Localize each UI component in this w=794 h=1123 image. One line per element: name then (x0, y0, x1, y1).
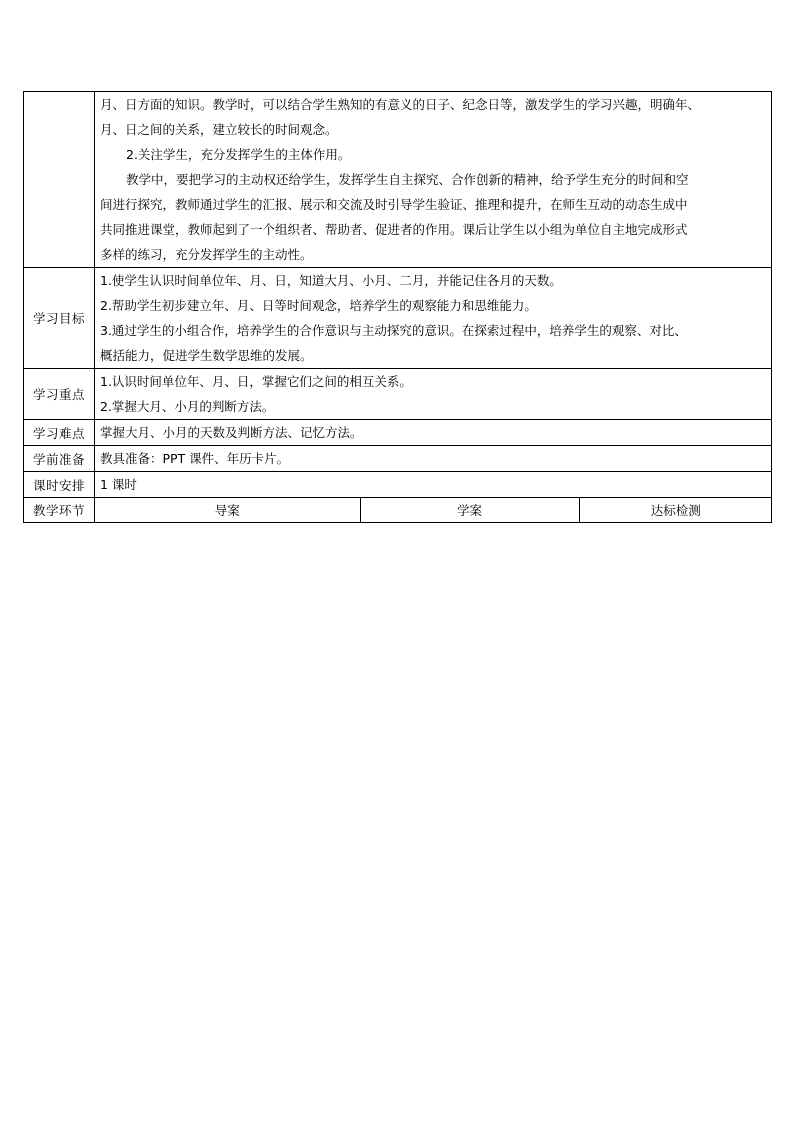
intro-line: 共同推进课堂，教师起到了一个组织者、帮助者、促进者的作用。课后让学生以小组为单位自主地完成形式 (100, 222, 688, 237)
column-study-plan: 学案 (360, 498, 579, 522)
steps-label: 教学环节 (24, 498, 95, 523)
preparation-content (95, 446, 772, 472)
difficulties-text: 掌握大月、小月的天数及判断方法、记忆方法。 (100, 425, 363, 440)
goal-item: 2.帮助学生初步建立年、月、日等时间观念，培养学生的观察能力和思维能力。 (100, 298, 537, 313)
intro-row (24, 92, 772, 268)
goals-content (95, 268, 772, 369)
goal-item: 3.通过学生的小组合作，培养学生的合作意识与主动探究的意识。在探索过程中，培养学生的观察、对比、 (100, 323, 687, 338)
schedule-label: 课时安排 (24, 472, 95, 498)
goal-item: 1.使学生认识时间单位年、月、日，知道大月、小月、二月，并能记住各月的天数。 (100, 273, 562, 288)
schedule-row (24, 472, 772, 498)
difficulties-label: 学习难点 (24, 420, 95, 446)
intro-label-cell (24, 92, 95, 268)
preparation-row (24, 446, 772, 472)
goal-item: 概括能力，促进学生数学思维的发展。 (100, 348, 313, 363)
schedule-text: 1 课时 (100, 477, 137, 492)
difficulties-content (95, 420, 772, 446)
preparation-label: 学前准备 (24, 446, 95, 472)
difficulties-row (24, 420, 772, 446)
goals-row (24, 268, 772, 369)
key-point-item: 2.掌握大月、小月的判断方法。 (100, 399, 275, 414)
key-points-content (95, 369, 772, 420)
steps-columns-cell (95, 498, 772, 523)
key-points-label: 学习重点 (24, 369, 95, 420)
intro-line: 间进行探究，教师通过学生的汇报、展示和交流及时引导学生验证、推理和提升，在师生互动的动态生成中 (100, 197, 688, 212)
intro-content (95, 92, 772, 268)
intro-line: 教学中，要把学习的主动权还给学生，发挥学生自主探究、合作创新的精神，给予学生充分的时间和空 (126, 172, 689, 187)
intro-line: 多样的练习，充分发挥学生的主动性。 (100, 247, 313, 262)
goals-label: 学习目标 (24, 268, 95, 369)
preparation-text: 教具准备：PPT 课件、年历卡片。 (100, 451, 290, 466)
intro-line: 月、日方面的知识。教学时，可以结合学生熟知的有意义的日子、纪念日等，激发学生的学习兴趣，明确年、 (100, 97, 701, 112)
lesson-plan-table (23, 91, 772, 523)
steps-columns (95, 498, 772, 522)
column-assessment: 达标检测 (579, 498, 772, 522)
key-points-row (24, 369, 772, 420)
intro-line: 2.关注学生，充分发挥学生的主体作用。 (126, 147, 351, 162)
column-guide-plan: 导案 (214, 503, 240, 518)
steps-row (24, 498, 772, 523)
intro-line: 月、日之间的关系，建立较长的时间观念。 (100, 122, 338, 137)
key-point-item: 1.认识时间单位年、月、日，掌握它们之间的相互关系。 (100, 374, 412, 389)
schedule-content (95, 472, 772, 498)
